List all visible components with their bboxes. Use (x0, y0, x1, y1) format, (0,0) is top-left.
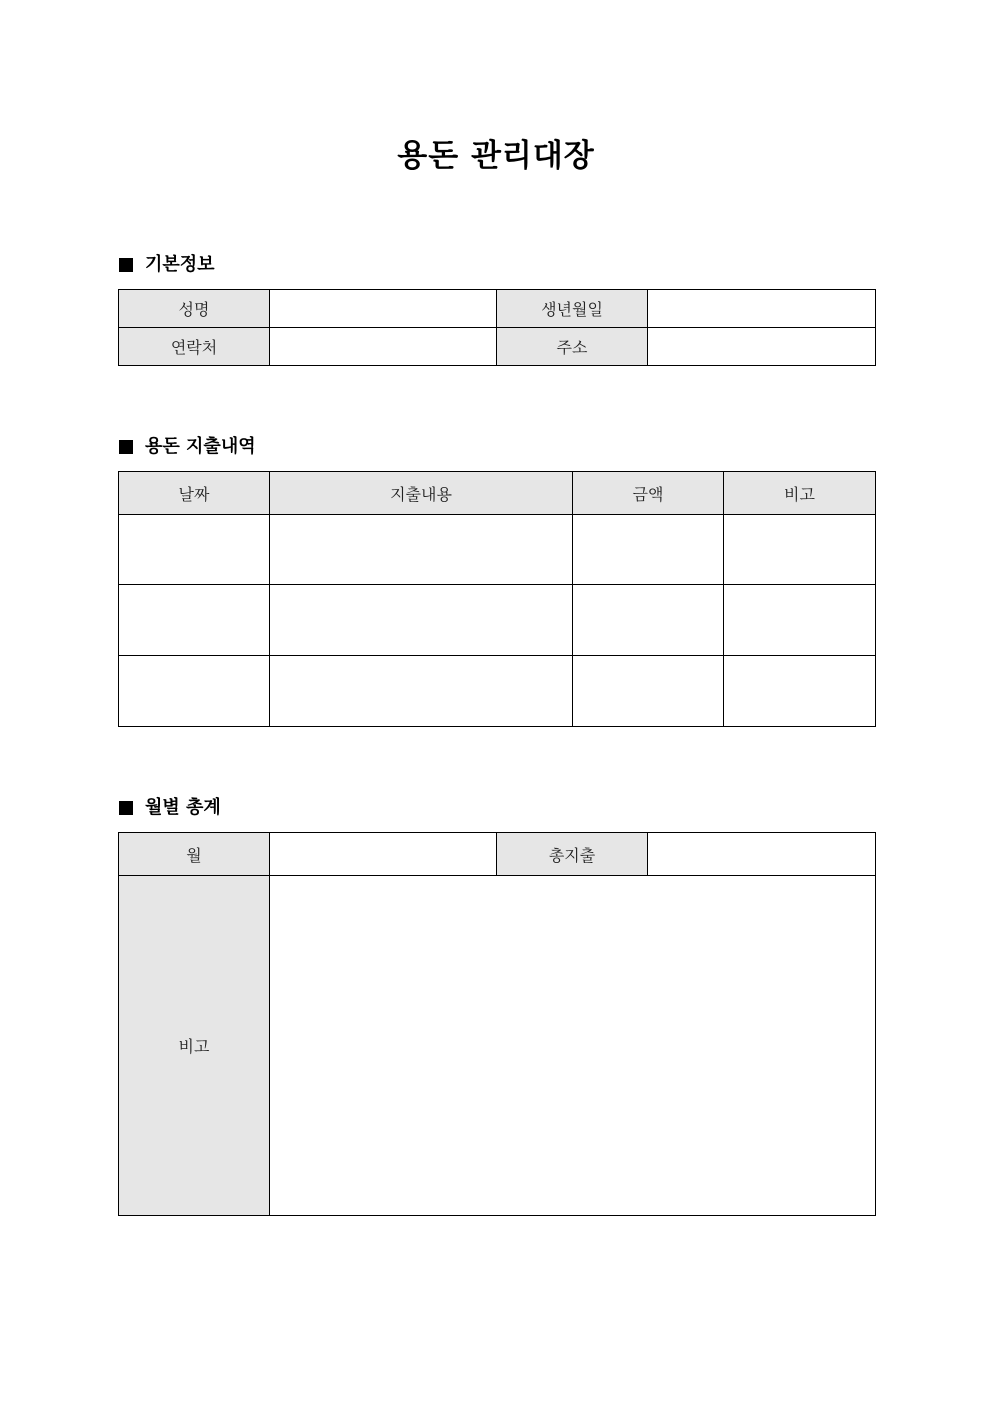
square-bullet-icon (119, 801, 133, 815)
date-cell[interactable] (119, 515, 270, 585)
contact-label: 연락처 (119, 328, 270, 366)
expenses-heading-text: 용돈 지출내역 (145, 436, 256, 457)
table-row (119, 515, 876, 585)
amount-cell[interactable] (573, 656, 724, 727)
basic-info-row-2 (119, 328, 876, 366)
expenses-table (118, 471, 876, 727)
square-bullet-icon (119, 440, 133, 454)
column-header-amount: 금액 (573, 472, 724, 515)
column-header-note: 비고 (724, 472, 876, 515)
monthly-note-row (119, 876, 876, 1216)
address-field[interactable] (648, 328, 876, 366)
month-field[interactable] (270, 833, 497, 876)
table-row (119, 656, 876, 727)
description-cell[interactable] (270, 515, 573, 585)
square-bullet-icon (119, 258, 133, 272)
contact-field[interactable] (270, 328, 497, 366)
expenses-header-row (119, 472, 876, 515)
month-label: 월 (119, 833, 270, 876)
basic-info-heading-text: 기본정보 (145, 254, 215, 275)
monthly-total-row (119, 833, 876, 876)
note-label: 비고 (119, 876, 270, 1216)
description-cell[interactable] (270, 585, 573, 656)
basic-info-heading (119, 252, 215, 278)
column-header-description: 지출내용 (270, 472, 573, 515)
basic-info-row-1 (119, 290, 876, 328)
note-cell[interactable] (724, 656, 876, 727)
amount-cell[interactable] (573, 585, 724, 656)
basic-info-table (118, 289, 876, 366)
date-cell[interactable] (119, 656, 270, 727)
total-expense-label: 총지출 (497, 833, 648, 876)
name-field[interactable] (270, 290, 497, 328)
note-field[interactable] (270, 876, 876, 1216)
monthly-total-heading (119, 795, 221, 821)
monthly-total-table (118, 832, 876, 1216)
birth-date-field[interactable] (648, 290, 876, 328)
table-row (119, 585, 876, 656)
page-title: 용돈 관리대장 (397, 138, 595, 174)
amount-cell[interactable] (573, 515, 724, 585)
note-cell[interactable] (724, 515, 876, 585)
expenses-heading (119, 434, 256, 460)
name-label: 성명 (119, 290, 270, 328)
description-cell[interactable] (270, 656, 573, 727)
address-label: 주소 (497, 328, 648, 366)
date-cell[interactable] (119, 585, 270, 656)
note-cell[interactable] (724, 585, 876, 656)
total-expense-field[interactable] (648, 833, 876, 876)
column-header-date: 날짜 (119, 472, 270, 515)
monthly-total-heading-text: 월별 총계 (145, 797, 221, 818)
birth-date-label: 생년월일 (497, 290, 648, 328)
